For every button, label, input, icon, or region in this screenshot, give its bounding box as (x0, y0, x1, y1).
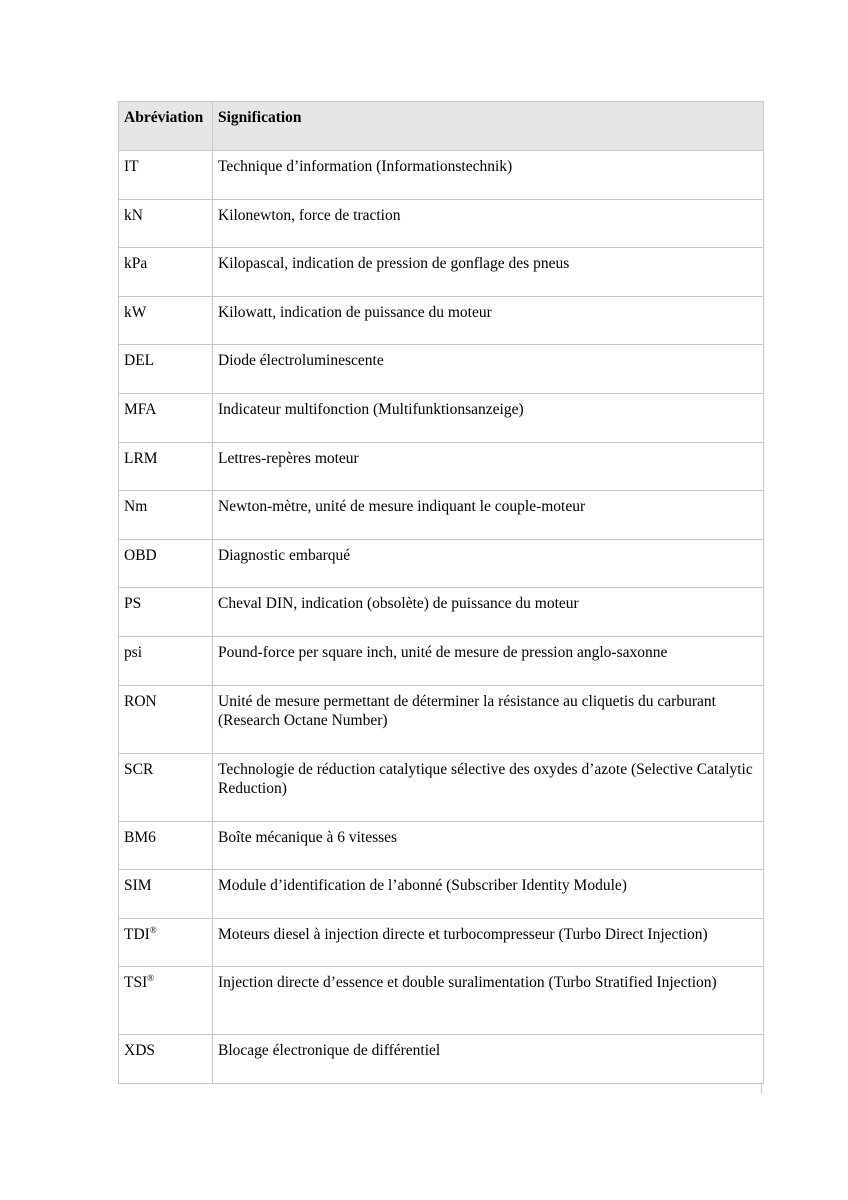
abbreviation-text: kN (124, 206, 143, 224)
table-row (119, 151, 764, 200)
meaning-cell: Blocage électronique de différentiel (213, 1035, 764, 1084)
abbreviation-cell (119, 393, 213, 442)
abbreviation-text: MFA (124, 400, 157, 418)
meaning-cell: Technique d’information (Informationstechnik) (213, 151, 764, 200)
table-edge-line (761, 1082, 762, 1094)
abbreviation-cell (119, 685, 213, 753)
registered-mark: ® (147, 973, 155, 984)
meaning-cell: Lettres-repères moteur (213, 442, 764, 491)
table-row (119, 248, 764, 297)
abbreviation-text: kPa (124, 255, 148, 273)
meaning-cell: Kilowatt, indication de puissance du moteur (213, 296, 764, 345)
header-signification: Signification (213, 102, 764, 151)
abbreviation-cell (119, 539, 213, 588)
table-row (119, 918, 764, 967)
abbreviation-text: TSI (124, 974, 148, 992)
abbreviation-text: XDS (124, 1042, 156, 1060)
abbreviation-cell (119, 753, 213, 821)
abbreviation-text: PS (124, 595, 142, 613)
abbreviation-cell (119, 636, 213, 685)
abbreviation-text: TDI (124, 925, 150, 943)
meaning-cell: Cheval DIN, indication (obsolète) de puissance du moteur (213, 588, 764, 637)
registered-mark: ® (149, 924, 157, 935)
table-row (119, 636, 764, 685)
abbreviation-cell (119, 918, 213, 967)
table-row (119, 442, 764, 491)
abbreviation-cell (119, 151, 213, 200)
abbreviation-text: RON (124, 692, 157, 710)
abbreviation-text: Nm (124, 498, 148, 516)
meaning-cell: Newton-mètre, unité de mesure indiquant le couple-moteur (213, 491, 764, 540)
meaning-cell: Unité de mesure permettant de déterminer la résistance au cliquetis du carburant (Research Octane Number) (213, 685, 764, 753)
meaning-cell: Kilonewton, force de traction (213, 199, 764, 248)
abbreviation-text: BM6 (124, 828, 156, 846)
table-row (119, 199, 764, 248)
header-abbreviation: Abréviation (119, 102, 213, 151)
abbreviation-cell (119, 821, 213, 870)
meaning-cell: Boîte mécanique à 6 vitesses (213, 821, 764, 870)
meaning-cell: Module d’identification de l’abonné (Subscriber Identity Module) (213, 870, 764, 919)
abbreviation-text: psi (124, 643, 143, 661)
abbreviation-text: DEL (124, 352, 155, 370)
abbreviation-cell (119, 199, 213, 248)
abbreviation-cell (119, 442, 213, 491)
abbreviation-table (118, 101, 764, 1084)
meaning-cell: Injection directe d’essence et double suralimentation (Turbo Stratified Injection) (213, 967, 764, 1035)
table-row (119, 1035, 764, 1084)
abbreviation-cell (119, 967, 213, 1035)
table-row (119, 345, 764, 394)
abbreviation-text: OBD (124, 546, 157, 564)
abbreviation-cell (119, 588, 213, 637)
abbreviation-text: kW (124, 303, 147, 321)
meaning-cell: Diagnostic embarqué (213, 539, 764, 588)
table-row (119, 491, 764, 540)
abbreviation-text: SIM (124, 877, 152, 895)
abbreviation-cell (119, 1035, 213, 1084)
table-row (119, 870, 764, 919)
meaning-cell: Moteurs diesel à injection directe et turbocompresseur (Turbo Direct Injection) (213, 918, 764, 967)
table-row (119, 539, 764, 588)
meaning-cell: Diode électroluminescente (213, 345, 764, 394)
table-row (119, 967, 764, 1035)
meaning-cell: Indicateur multifonction (Multifunktionsanzeige) (213, 393, 764, 442)
abbreviation-cell (119, 345, 213, 394)
abbreviation-text: SCR (124, 760, 154, 778)
table-row (119, 753, 764, 821)
abbreviation-cell (119, 248, 213, 297)
table-row (119, 685, 764, 753)
abbreviation-cell (119, 296, 213, 345)
table-row (119, 588, 764, 637)
table-row (119, 393, 764, 442)
abbreviation-cell (119, 870, 213, 919)
table-row (119, 296, 764, 345)
meaning-cell: Technologie de réduction catalytique sélective des oxydes d’azote (Selective Catalytic Reduction) (213, 753, 764, 821)
meaning-cell: Kilopascal, indication de pression de gonflage des pneus (213, 248, 764, 297)
abbreviation-text: LRM (124, 449, 158, 467)
abbreviation-cell (119, 491, 213, 540)
abbreviation-text: IT (124, 158, 139, 175)
meaning-cell: Pound-force per square inch, unité de mesure de pression anglo-saxonne (213, 636, 764, 685)
table-header-row (119, 102, 764, 151)
table-row (119, 821, 764, 870)
